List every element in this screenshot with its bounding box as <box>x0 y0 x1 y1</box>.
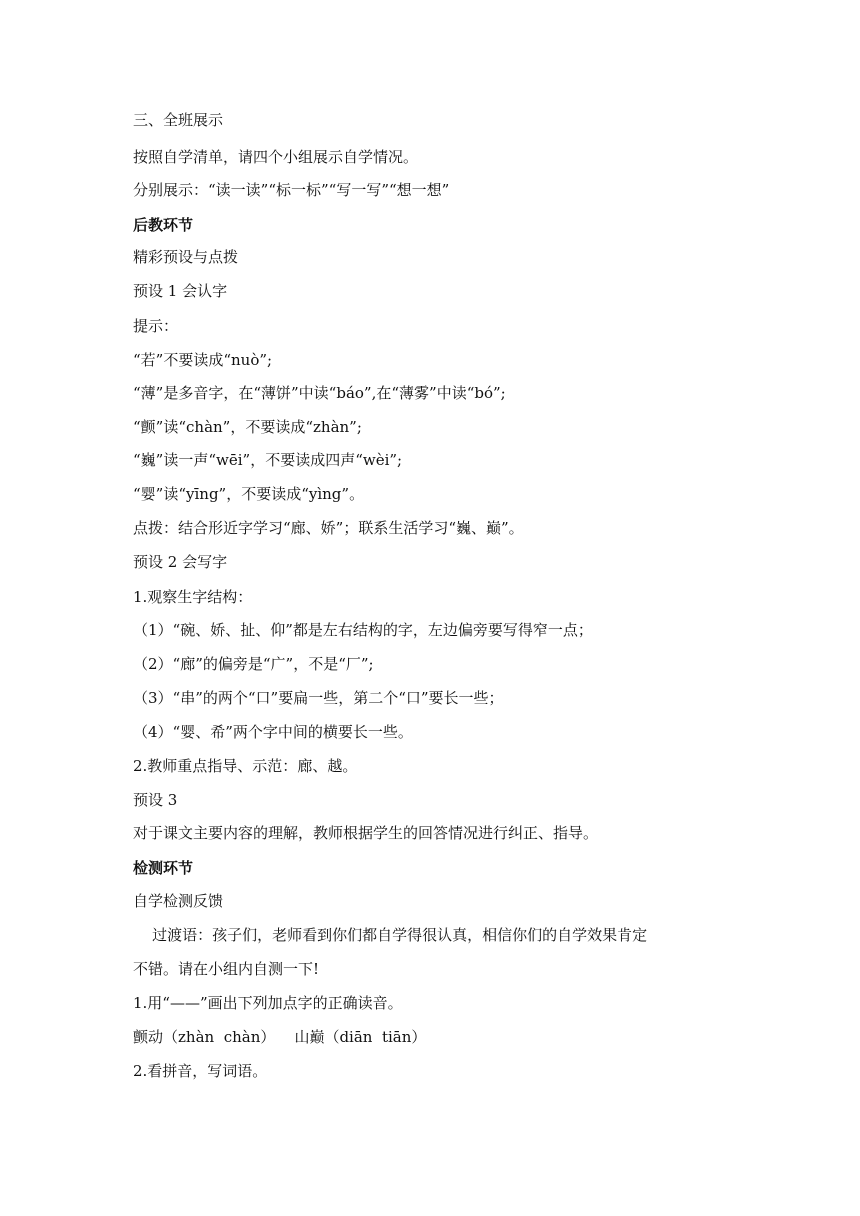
paragraph-line: “巍”读一声“wēi”，不要读成四声“wèi”; <box>133 451 403 469</box>
paragraph-line: 对于课文主要内容的理解，教师根据学生的回答情况进行纠正、指导。 <box>133 824 599 842</box>
list-item: （4）“婴、希”两个字中间的横要长一些。 <box>133 723 413 741</box>
bold-heading: 后教环节 <box>133 216 194 234</box>
bold-heading: 检测环节 <box>133 859 194 877</box>
paragraph-line: 颤动（zhàn chàn） 山巅（diān tiān） <box>133 1028 427 1046</box>
paragraph-line: 2.教师重点指导、示范：廊、越。 <box>133 757 358 775</box>
paragraph-line: 预设 2 会写字 <box>133 553 228 571</box>
paragraph-line: 点拨：结合形近字学习“廊、娇”；联系生活学习“巍、巅”。 <box>133 519 524 537</box>
list-item: （1）“碗、娇、扯、仰”都是左右结构的字，左边偏旁要写得窄一点； <box>133 621 593 639</box>
paragraph-line: “若”不要读成“nuò”; <box>133 351 273 369</box>
paragraph-line: 1.用“——”画出下列加点字的正确读音。 <box>133 994 403 1012</box>
paragraph-line: 精彩预设与点拨 <box>133 248 239 266</box>
paragraph-line: 2.看拼音，写词语。 <box>133 1062 268 1080</box>
paragraph-line: 提示： <box>133 317 179 335</box>
paragraph-line: 预设 1 会认字 <box>133 282 228 300</box>
paragraph-line: 过渡语：孩子们，老师看到你们都自学得很认真，相信你们的自学效果肯定 <box>133 926 648 944</box>
paragraph-line: “婴”读“yīng”，不要读成“yìng”。 <box>133 485 365 503</box>
paragraph-line: 不错。请在小组内自测一下! <box>133 960 320 978</box>
paragraph-line: “颤”读“chàn”，不要读成“zhàn”; <box>133 418 362 436</box>
list-item: （3）“串”的两个“口”要扁一些，第二个“口”要长一些； <box>133 689 504 707</box>
paragraph-line: “薄”是多音字，在“薄饼”中读“báo”,在“薄雾”中读“bó”; <box>133 384 506 402</box>
paragraph-line: 按照自学清单，请四个小组展示自学情况。 <box>133 148 419 166</box>
list-item: （2）“廊”的偏旁是“广”，不是“厂”; <box>133 655 374 673</box>
paragraph-line: 1.观察生字结构： <box>133 588 253 606</box>
section-heading: 三、全班展示 <box>133 111 224 129</box>
paragraph-line: 分别展示：“读一读”“标一标”“写一写”“想一想” <box>133 181 450 199</box>
paragraph-line: 预设 3 <box>133 791 178 809</box>
paragraph-line: 自学检测反馈 <box>133 892 224 910</box>
